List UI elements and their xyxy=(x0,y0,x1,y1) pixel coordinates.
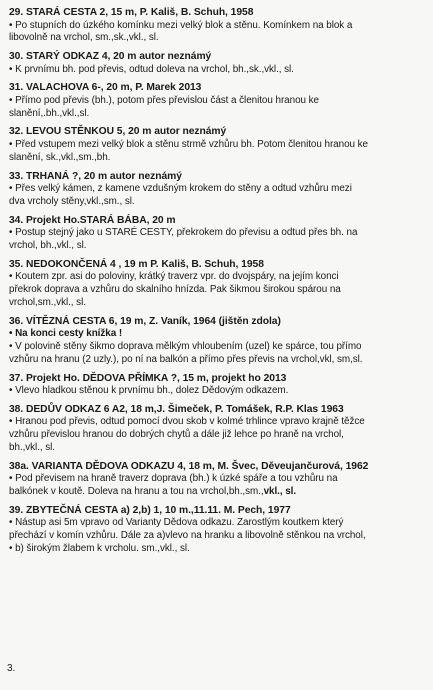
description-text: dva vrcholy stěny,vkl.,sm., sl. xyxy=(9,195,135,207)
description-text: • Hranou pod převis, odtud pomocí dvou skob v kolmé trhlince vpravo krajně těžce xyxy=(9,416,365,428)
description-line xyxy=(9,64,425,77)
description-line xyxy=(9,139,425,152)
route-description xyxy=(9,416,425,454)
route-entry xyxy=(9,215,425,253)
description-text: překrok doprava a vzhůru do skalního hnízda. Pak šikmou širokou spárou na xyxy=(9,284,341,296)
description-text: • Před vstupem mezi velký blok a stěnu strmě vzhůru bh. Potom členitou hranou ke xyxy=(9,138,368,150)
description-text: • Přes velký kámen, z kamene vzdušným krokem do stěny a odtud vzhůru mezi xyxy=(9,183,352,195)
route-entry xyxy=(9,126,425,164)
description-text: slanění,.bh.,vkl.,sl. xyxy=(9,107,90,119)
description-line xyxy=(9,240,425,253)
route-description xyxy=(9,95,425,121)
description-text: • Po stupních do úzkého komínku mezi velký blok a stěnu. Komínkem na blok a xyxy=(9,19,353,31)
description-line xyxy=(9,328,425,341)
route-title: 29. STARÁ CESTA 2, 15 m, P. Kališ, B. Schuh, 1958 xyxy=(9,7,254,18)
route-title: 35. NEDOKONČENÁ 4 , 19 m P. Kališ, B. Schuh, 1958 xyxy=(9,258,264,270)
description-text: • Vlevo hladkou stěnou k prvnímu bh., dolez Dědovým odkazem. xyxy=(9,385,289,397)
route-title: 39. ZBYTEČNÁ CESTA a) 2,b) 1, 10 m.,11.11. M. Pech, 1977 xyxy=(9,504,291,516)
route-entry xyxy=(9,373,425,398)
description-text: • Přímo pod převis (bh.), potom přes převislou část a členitou hranou ke xyxy=(9,94,319,106)
route-description xyxy=(9,227,425,253)
route-title: 34. Projekt Ho.STARÁ BÁBA, 20 m xyxy=(9,214,176,226)
description-text: bh.,vkl., sl. xyxy=(9,441,55,453)
route-entry xyxy=(9,259,425,310)
description-line xyxy=(9,95,425,108)
route-title: 32. LEVOU STĚNKOU 5, 20 m autor neznámý xyxy=(9,126,227,138)
description-text: • Koutem zpr. asi do poloviny, krátký traverz vpr. do dvojspáry, na jejím konci xyxy=(9,271,339,283)
route-title: 33. TRHANÁ ?, 20 m autor neznámý xyxy=(9,170,182,182)
description-text: • V polovině stěny šikmo doprava mělkým vhloubením (uzel) ke spárce, tou přímo xyxy=(9,340,362,352)
page-number: 3. xyxy=(7,663,16,674)
description-line xyxy=(9,416,425,429)
description-line xyxy=(9,543,425,556)
description-text: vzhůru převislou hranou do dobrých chytů a dále již lehce po hraně na vrchol, xyxy=(9,429,344,441)
route-title: 36. VÍTĚZNÁ CESTA 6, 19 m, Z. Vaník, 1964 (jištěn zdola) xyxy=(9,315,281,327)
route-description xyxy=(9,517,425,555)
description-text: libovolně na vrchol, sm.,sk.,vkl., sl. xyxy=(9,32,159,44)
description-text: vrchol,sm.,vkl., sl. xyxy=(9,296,86,308)
description-line xyxy=(9,152,425,165)
description-line xyxy=(9,32,425,45)
description-text: • Nástup asi 5m vpravo od Varianty Dědova odkazu. Zarostlým koutkem který xyxy=(9,517,344,529)
route-description xyxy=(9,271,425,309)
route-description xyxy=(9,473,425,499)
route-title: 37. Projekt Ho. DĚDOVA PŘÍMKA ?, 15 m, projekt ho 2013 xyxy=(9,372,287,384)
description-text: • K prvnímu bh. pod převis, odtud doleva na vrchol, bh.,sk.,vkl., sl. xyxy=(9,63,294,75)
route-description xyxy=(9,20,425,46)
route-entry xyxy=(9,82,425,120)
route-list xyxy=(9,7,425,556)
description-line xyxy=(9,530,425,543)
route-title: 38a. VARIANTA DĚDOVA ODKAZU 4, 18 m, M. Švec, Děveujančurová, 1962 xyxy=(9,460,369,472)
description-text: • Pod převisem na hraně traverz doprava (bh.) k úzké spáře a tou vzhůru na xyxy=(9,473,338,485)
description-line xyxy=(9,297,425,310)
description-line xyxy=(9,385,425,398)
description-text: vrchol, bh.,vkl., sl. xyxy=(9,239,87,251)
description-line xyxy=(9,20,425,33)
description-line xyxy=(9,341,425,354)
route-description xyxy=(9,183,425,209)
description-line xyxy=(9,473,425,486)
route-title: 30. STARÝ ODKAZ 4, 20 m autor neznámý xyxy=(9,51,212,63)
description-text: balkónek v koutě. Doleva na hranu a tou na vrchol,bh.,sm., xyxy=(9,486,264,498)
route-entry xyxy=(9,461,425,499)
route-description xyxy=(9,328,425,366)
description-text: slanění, sk.,vkl.,sm.,bh. xyxy=(9,151,111,163)
description-line xyxy=(9,429,425,442)
description-line xyxy=(9,517,425,530)
description-line xyxy=(9,227,425,240)
description-line xyxy=(9,486,425,499)
route-description xyxy=(9,64,425,77)
description-text: • Postup stejný jako u STARÉ CESTY, překrokem do převisu a odtud přes bh. na xyxy=(9,227,358,239)
route-description xyxy=(9,385,425,398)
route-entry xyxy=(9,51,425,76)
description-line xyxy=(9,284,425,297)
route-entry xyxy=(9,505,425,556)
route-entry xyxy=(9,404,425,455)
description-line xyxy=(9,108,425,121)
route-description xyxy=(9,139,425,165)
route-title: 38. DEDŮV ODKAZ 6 A2, 18 m,J. Šimeček, P. Tomášek, R.P. Klas 1963 xyxy=(9,403,344,415)
route-entry xyxy=(9,171,425,209)
description-text: přechází v komín vzhůru. Dále za a)vlevo na hranku a libovolně stěnkou na vrchol, xyxy=(9,530,366,542)
route-title: 31. VALACHOVA 6-, 20 m, P. Marek 2013 xyxy=(9,82,202,94)
description-line xyxy=(9,442,425,455)
description-line xyxy=(9,354,425,367)
route-entry xyxy=(9,316,425,367)
route-entry xyxy=(9,7,425,45)
description-text: • Na konci cesty knížka ! xyxy=(9,328,123,340)
description-line xyxy=(9,183,425,196)
description-text: • b) širokým žlabem k vrcholu. sm.,vkl., sl. xyxy=(9,542,190,554)
description-line xyxy=(9,271,425,284)
description-text: vzhůru na hranu (2 uzly.), po ní na balkón a přímo přes převis na vrchol,vkl, sm,sl. xyxy=(9,353,363,365)
description-text: vkl., sl. xyxy=(263,486,297,498)
description-line xyxy=(9,196,425,209)
